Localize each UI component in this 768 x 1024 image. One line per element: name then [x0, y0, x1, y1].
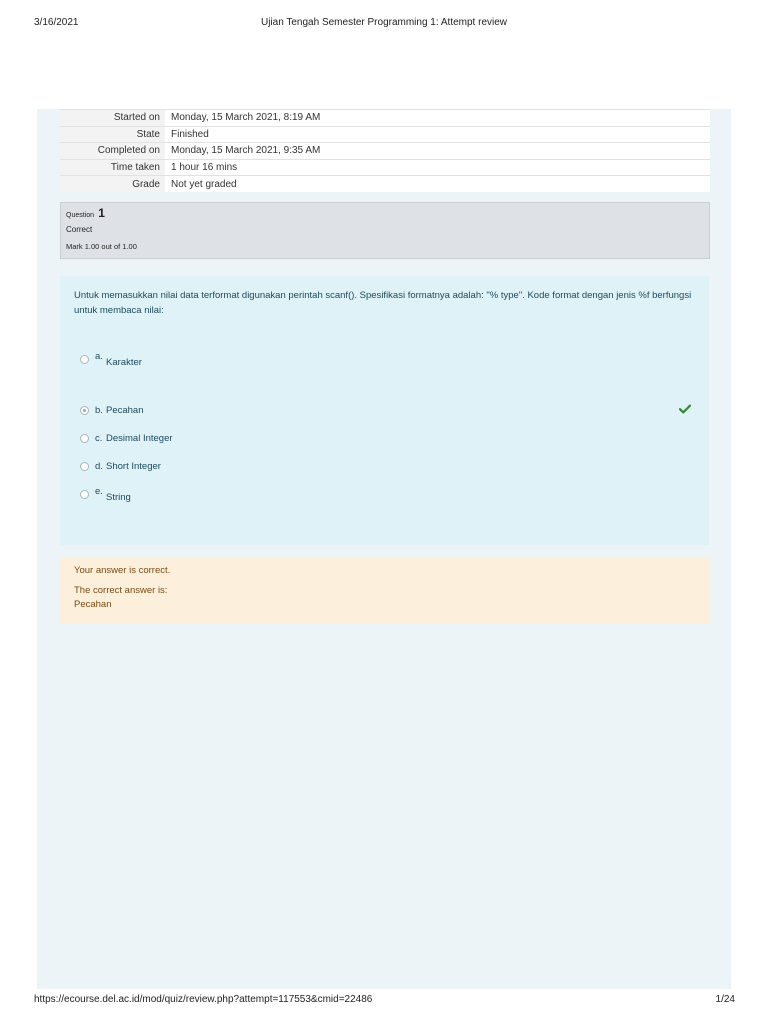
radio-button[interactable]	[80, 462, 89, 471]
answer-letter: d.	[95, 461, 103, 472]
question-text: Untuk memasukkan nilai data terformat digunakan perintah scanf(). Spesifikasi formatnya adalah: "% type". Kode format dengan jenis %f berfungsi untuk membaca nilai:	[74, 290, 692, 316]
print-footer	[0, 994, 768, 1008]
quiz-review-page	[37, 109, 731, 989]
answer-label: Desimal Integer	[106, 433, 173, 444]
question-grade: Mark 1.00 out of 1.00	[66, 242, 137, 251]
summary-row	[60, 110, 710, 127]
answer-label: Karakter	[106, 357, 142, 368]
summary-label: State	[60, 126, 165, 143]
radio-button[interactable]	[80, 355, 89, 364]
check-icon	[679, 404, 691, 414]
summary-row	[60, 126, 710, 143]
answer-letter: c.	[95, 433, 103, 444]
print-url: https://ecourse.del.ac.id/mod/quiz/review.php?attempt=117553&cmid=22486	[34, 994, 373, 1005]
right-answer-label: The correct answer is:	[74, 585, 168, 596]
answer-label: Pecahan	[106, 405, 144, 416]
question-info-box	[60, 202, 710, 259]
answer-letter: e.	[95, 486, 103, 497]
summary-value: Not yet graded	[165, 176, 710, 193]
radio-button[interactable]	[80, 490, 89, 499]
summary-label: Grade	[60, 176, 165, 193]
summary-row	[60, 176, 710, 193]
question-formulation	[60, 276, 709, 545]
answer-label: String	[106, 492, 131, 503]
print-header	[0, 17, 768, 31]
outcome-feedback-box	[60, 557, 709, 624]
question-state: Correct	[66, 225, 93, 234]
print-date: 3/16/2021	[34, 17, 79, 28]
summary-label: Started on	[60, 110, 165, 127]
summary-value: 1 hour 16 mins	[165, 159, 710, 176]
print-page-number: 1/24	[715, 994, 735, 1005]
specific-feedback: Your answer is correct.	[74, 565, 171, 576]
summary-value: Finished	[165, 126, 710, 143]
radio-button[interactable]	[80, 434, 89, 443]
summary-value: Monday, 15 March 2021, 8:19 AM	[165, 110, 710, 127]
answer-letter: b.	[95, 405, 103, 416]
summary-label: Completed on	[60, 143, 165, 160]
answer-label: Short Integer	[106, 461, 161, 472]
print-title: Ujian Tengah Semester Programming 1: Attempt review	[260, 17, 508, 28]
radio-button-selected[interactable]	[80, 406, 89, 415]
summary-row	[60, 143, 710, 160]
question-label: Question	[66, 212, 95, 219]
summary-value: Monday, 15 March 2021, 9:35 AM	[165, 143, 710, 160]
right-answer-value: Pecahan	[74, 599, 112, 610]
attempt-summary-table	[60, 109, 710, 192]
question-number: 1	[98, 206, 105, 220]
summary-label: Time taken	[60, 159, 165, 176]
answer-letter: a.	[95, 351, 103, 362]
question-number-line	[66, 206, 105, 220]
summary-row	[60, 159, 710, 176]
